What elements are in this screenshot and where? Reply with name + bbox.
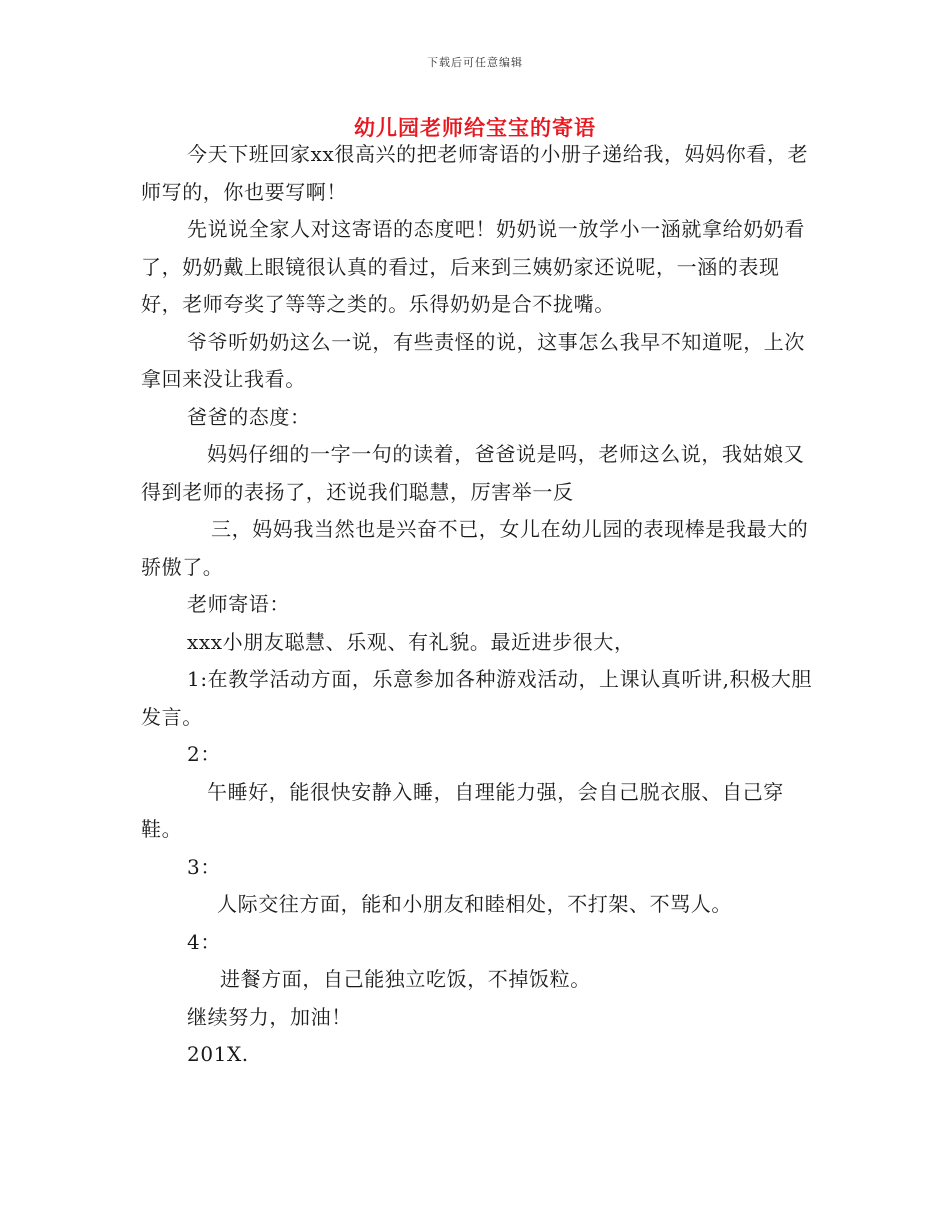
paragraph: 2：: [187, 742, 221, 766]
paragraph: 爷爷听奶奶这么一说，有些责怪的说，这事怎么我早不知道呢，上次拿回来没让我看。: [141, 329, 805, 391]
paragraph: 妈妈仔细的一字一句的读着，爸爸说是吗，老师这么说，我姑娘又得到老师的表扬了，还说我们聪慧，厉害举一反: [141, 442, 805, 504]
paragraph: 爸爸的态度：: [187, 404, 311, 429]
paragraph: 老师寄语：: [187, 592, 290, 616]
paragraph: 进餐方面，自己能独立吃饭，不掉饭粒。: [220, 967, 591, 991]
paragraph: 继续努力，加油！: [187, 1004, 352, 1029]
document-title: 幼儿园老师给宝宝的寄语: [354, 115, 596, 140]
paragraph: 人际交往方面，能和小朋友和睦相处，不打架、不骂人。: [217, 892, 732, 916]
paragraph: xxx小朋友聪慧、乐观、有礼貌。最近进步很大，: [187, 629, 635, 654]
paragraph: 1:在教学活动方面，乐意参加各种游戏活动，上课认真听讲,积极大胆发言。: [141, 667, 813, 729]
paragraph: 3：: [187, 854, 221, 879]
paragraph: 午睡好，能很快安静入睡，自理能力强，会自己脱衣服、自己穿鞋。: [141, 779, 784, 841]
document-body: [141, 136, 813, 1074]
paragraph: 今天下班回家xx很高兴的把老师寄语的小册子递给我，妈妈你看，老师写的，你也要写啊！: [141, 142, 809, 204]
paragraph: 4：: [187, 929, 221, 954]
paragraph: 三，妈妈我当然也是兴奋不已，女儿在幼儿园的表现棒是我最大的骄傲了。: [141, 517, 809, 579]
header-note: 下载后可任意编辑: [427, 56, 523, 69]
paragraph: 先说说全家人对这寄语的态度吧！奶奶说一放学小一涵就拿给奶奶看了，奶奶戴上眼镜很认真的看过，后来到三姨奶家还说呢，一涵的表现好，老师夸奖了等等之类的。乐得奶奶是合不拢嘴。: [141, 217, 805, 316]
paragraph: 201X.: [187, 1042, 249, 1066]
